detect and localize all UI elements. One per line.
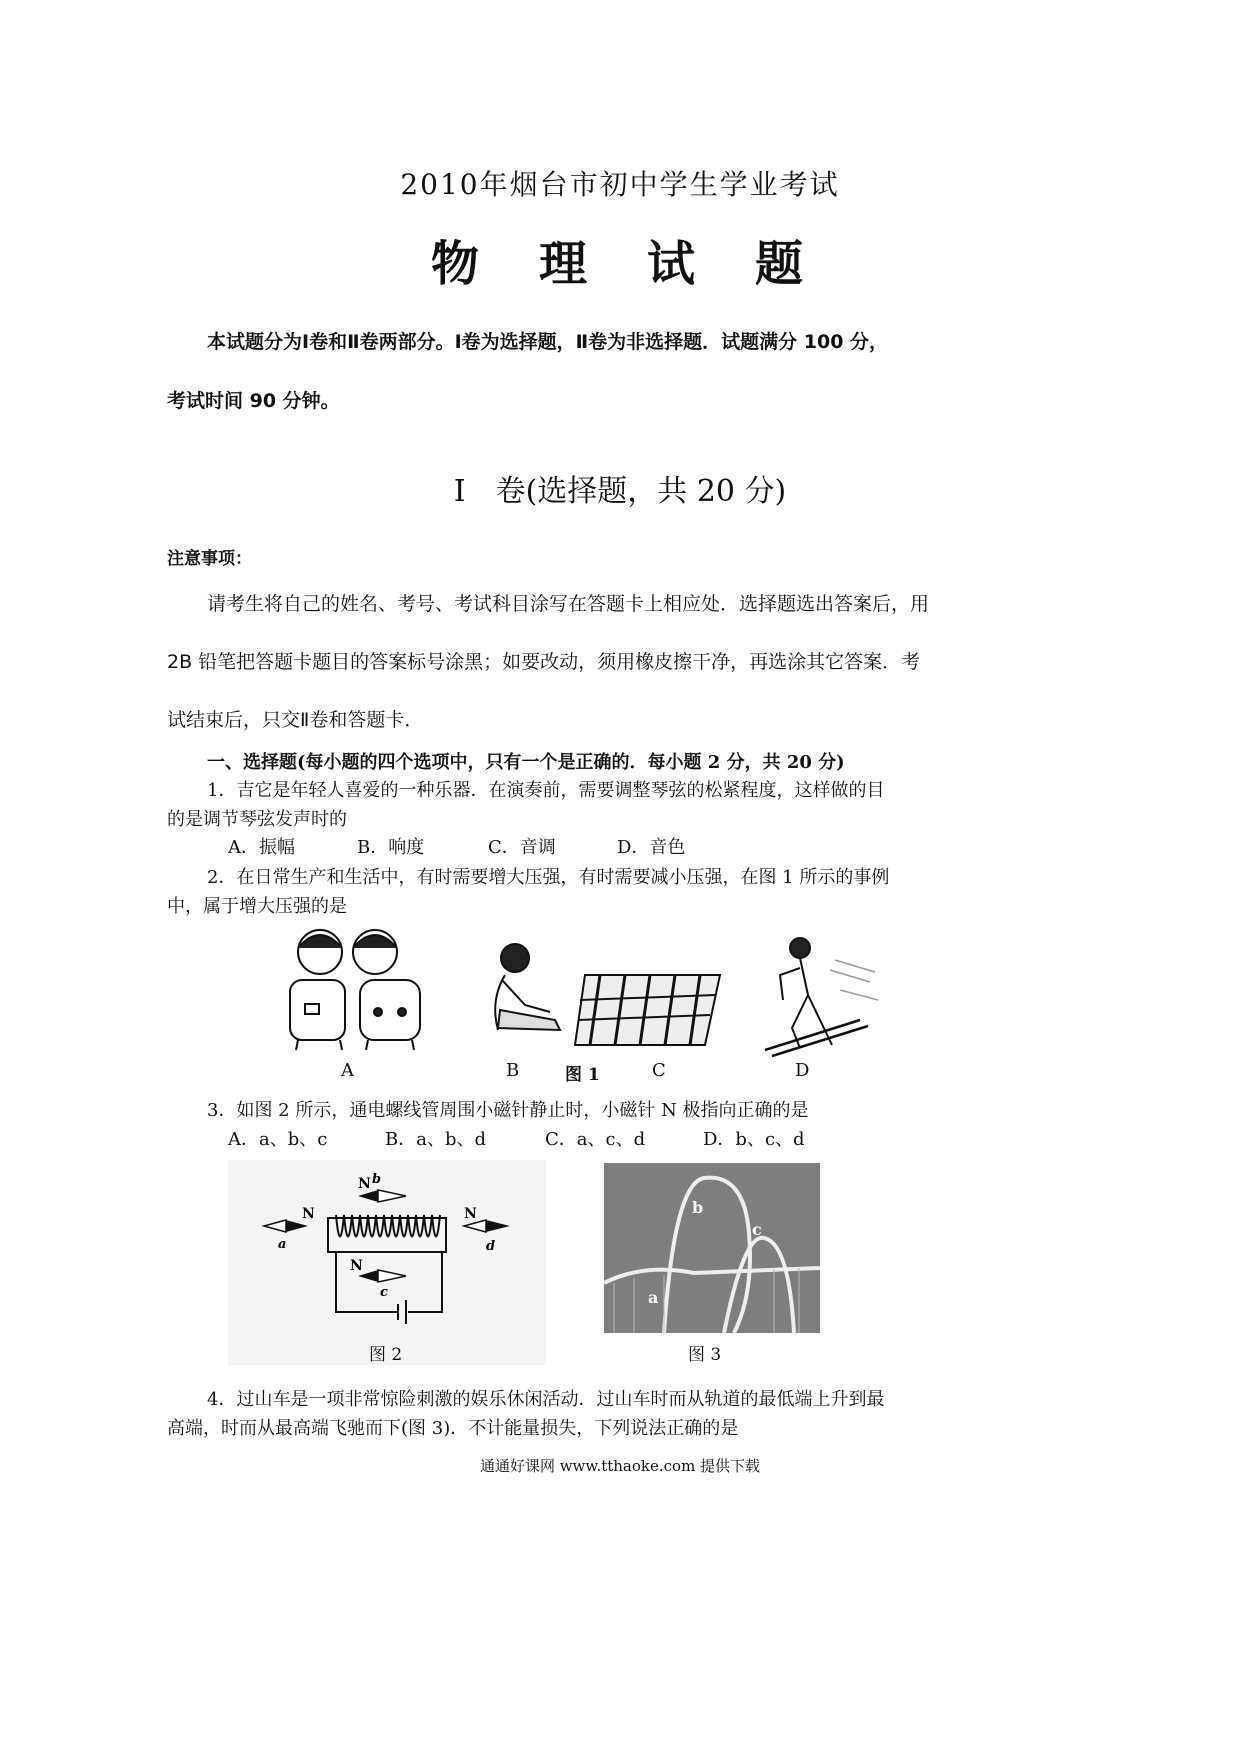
battery-icon <box>398 1300 406 1324</box>
intro-line-1: 本试题分为Ⅰ卷和Ⅱ卷两部分。Ⅰ卷为选择题，Ⅱ卷为非选择题．试题满分 100 分， <box>207 331 889 353</box>
figure1-rail-track <box>575 975 720 1045</box>
part1-title: Ⅰ 卷(选择题，共 20 分) <box>453 474 787 509</box>
figure1-children-backpacks <box>290 930 420 1050</box>
intro-line-2: 考试时间 90 分钟。 <box>167 390 340 412</box>
figure1-label-b: B <box>506 1060 520 1081</box>
q1-option-d: D．音色 <box>617 837 686 858</box>
figure1-person-desk <box>495 944 560 1030</box>
notice-line-1: 请考生将自己的姓名、考号、考试科目涂写在答题卡上相应处．选择题选出答案后，用 <box>207 593 930 615</box>
q1-line-2: 的是调节琴弦发声时的 <box>167 809 347 830</box>
q3-option-c: C．a、c、d <box>545 1129 646 1150</box>
figure3-caption: 图 3 <box>688 1345 722 1365</box>
q1-option-c: C．音调 <box>488 837 556 858</box>
figure1-caption: 图 1 <box>565 1065 600 1085</box>
q3-option-b: B．a、b、d <box>385 1129 487 1150</box>
q1-option-a: A．振幅 <box>228 837 295 858</box>
figure1-skier <box>765 938 878 1056</box>
notice-heading: 注意事项： <box>167 549 252 569</box>
compass-needle-c <box>358 1270 406 1282</box>
figure-2 <box>228 1160 546 1365</box>
q3-option-d: D．b、c、d <box>703 1129 805 1150</box>
section1-heading: 一、选择题(每小题的四个选项中，只有一个是正确的．每小题 2 分，共 20 分) <box>207 752 845 773</box>
needle-label-b: b <box>372 1172 382 1187</box>
footer-text: 通通好课网 www.tthaoke.com 提供下载 <box>479 1457 761 1475</box>
q4-line-1: 4．过山车是一项非常惊险刺激的娱乐休闲活动．过山车时而从轨道的最低端上升到最 <box>207 1389 885 1410</box>
needle-label-n-c: N <box>350 1258 363 1274</box>
needle-label-c: c <box>380 1285 388 1300</box>
figure1-label-d: D <box>795 1060 810 1081</box>
q3-line-1: 3．如图 2 所示，通电螺线管周围小磁针静止时，小磁针 N 极指向正确的是 <box>207 1100 809 1121</box>
q2-line-2: 中，属于增大压强的是 <box>167 896 347 917</box>
q4-line-2: 高端，时而从最高端飞驰而下(图 3)．不计能量损失，下列说法正确的是 <box>167 1418 739 1439</box>
needle-label-n-a: N <box>302 1206 315 1222</box>
exam-title: 2010年烟台市初中学生学业考试 <box>400 168 840 201</box>
q3-option-a: A．a、b、c <box>228 1129 328 1150</box>
subject-title: 物 理 试 题 <box>430 236 809 292</box>
figure-3 <box>604 1163 820 1333</box>
point-label-a: a <box>648 1288 659 1307</box>
figure-1 <box>180 920 880 1085</box>
needle-label-d: d <box>486 1239 496 1254</box>
notice-line-3: 试结束后，只交Ⅱ卷和答题卡． <box>167 709 424 731</box>
q1-option-b: B．响度 <box>357 837 425 858</box>
figure1-label-c: C <box>652 1060 666 1081</box>
figure1-label-a: A <box>341 1060 354 1081</box>
figure2-caption: 图 2 <box>369 1345 403 1365</box>
needle-label-a: a <box>278 1237 287 1252</box>
notice-line-2: 2B 铅笔把答题卡题目的答案标号涂黑；如要改动，须用橡皮擦干净，再选涂其它答案．考 <box>167 651 921 673</box>
q1-line-1: 1．吉它是年轻人喜爱的一种乐器．在演奏前，需要调整琴弦的松紧程度，这样做的目 <box>207 780 885 801</box>
point-label-c: c <box>752 1220 762 1239</box>
needle-label-n-b: N <box>358 1176 371 1192</box>
needle-label-n-d: N <box>464 1206 477 1222</box>
q2-line-1: 2．在日常生产和生活中，有时需要增大压强，有时需要减小压强，在图 1 所示的事例 <box>207 867 890 888</box>
point-label-b: b <box>692 1198 704 1217</box>
